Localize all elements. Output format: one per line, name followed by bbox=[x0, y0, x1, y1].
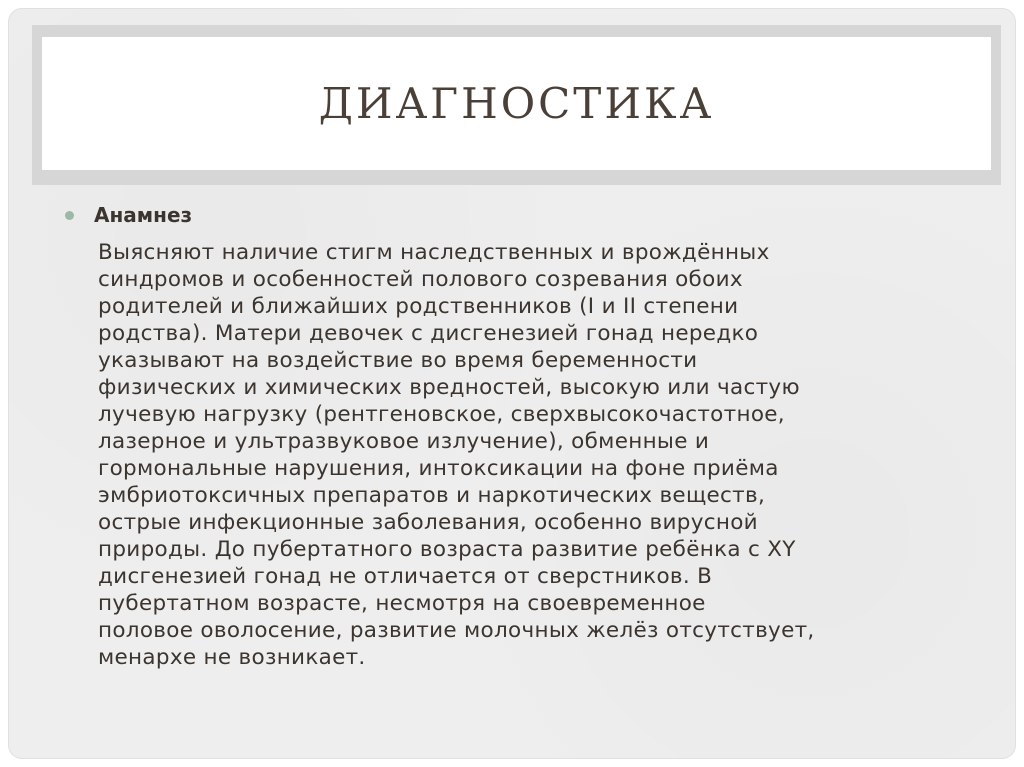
slide bbox=[8, 8, 1016, 759]
slide-title: ДИАГНОСТИКА bbox=[318, 79, 715, 128]
bullet-body-text: Выясняют наличие стигм наследственных и врождённых синдромов и особенностей полового созревания обоих родителей и ближайших родственников (I и II степени родства). Матери девочек с дисгенезией гонад нередко указывают на воздействие во время беременности физических и химических вредностей, высокую или частую лучевую нагрузку (рентгеновское, сверхвысокочастотное, лазерное и ультразвуковое излучение), обменные и гормональные нарушения, интоксикации на фоне приёма эмбриотоксичных препаратов и наркотических веществ, острые инфекционные заболевания, особенно вирусной природы. До пубертатного возраста развитие ребёнка с XY дисгенезией гонад не отличается от сверстников. В пубертатном возрасте, несмотря на своевременное половое оволосение, развитие молочных желёз отсутствует, менархе не возникает. bbox=[98, 240, 815, 670]
bullet-heading: Анамнез bbox=[94, 203, 193, 227]
bullet-item bbox=[65, 201, 965, 229]
dot-icon bbox=[65, 211, 74, 220]
slide-content bbox=[65, 201, 965, 671]
title-box bbox=[42, 37, 991, 170]
title-band bbox=[32, 25, 1001, 185]
